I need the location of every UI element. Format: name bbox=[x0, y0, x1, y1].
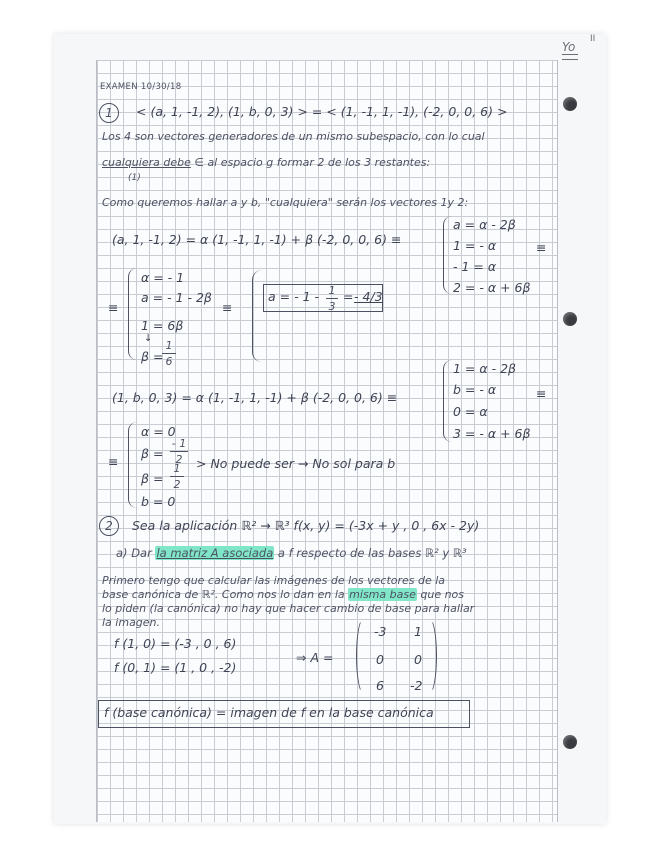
result-value: - 4/3 bbox=[354, 289, 383, 304]
matrix-cell: 0 bbox=[376, 652, 384, 667]
system-2-brace bbox=[128, 268, 137, 360]
fraction-bar bbox=[162, 353, 176, 354]
equiv-sign: ≡ bbox=[536, 386, 547, 401]
boxed-conclusion: f (base canónica) = imagen de f en la base canónica bbox=[104, 705, 434, 720]
system-4-line: 1 = α - 2β bbox=[453, 361, 517, 376]
fraction-bar bbox=[170, 451, 188, 452]
system-2-line: 1 = 6β bbox=[141, 318, 184, 333]
system-2-line: a = - 1 - 2β bbox=[141, 290, 212, 305]
image-1: f (1, 0) = (-3 , 0 , 6) bbox=[114, 636, 237, 651]
question-number-1: 1 bbox=[99, 103, 119, 123]
exam-title: EXAMEN 10/30/18 bbox=[100, 82, 182, 92]
matrix-right-paren bbox=[422, 618, 437, 694]
matrix-cell: 6 bbox=[376, 678, 384, 693]
system-1-brace bbox=[443, 216, 452, 294]
system-1-line: 1 = - α bbox=[453, 238, 497, 253]
part-a-suffix: a f respecto de las bases ℝ² y ℝ³ bbox=[277, 546, 467, 560]
q1-tag: (1) bbox=[128, 173, 141, 183]
question-number-2: 2 bbox=[99, 516, 119, 536]
system-4-line: 0 = α bbox=[453, 404, 488, 419]
matrix-cell: -2 bbox=[410, 678, 423, 693]
fraction-bar bbox=[170, 476, 184, 477]
q2-paragraph-line: Primero tengo que calcular las imágenes de los vectores de la bbox=[102, 574, 446, 587]
result-equals: = bbox=[343, 289, 354, 304]
matrix-cell: -3 bbox=[374, 624, 387, 639]
fraction-beta-b bbox=[170, 462, 184, 491]
system-5-brace bbox=[128, 422, 137, 508]
equiv-sign: ≡ bbox=[222, 300, 233, 315]
part-a-prefix: a) Dar bbox=[116, 546, 152, 560]
matrix-cell: 0 bbox=[414, 652, 422, 667]
image-2: f (0, 1) = (1 , 0 , -2) bbox=[114, 660, 237, 675]
q1-text-line-3: Como queremos hallar a y b, "cualquiera" serán los vectores 1y 2: bbox=[102, 196, 469, 209]
result-denominator: 3 bbox=[328, 300, 336, 313]
q1-equation-1: (a, 1, -1, 2) = α (1, -1, 1, -1) + β (-2, 0, 0, 6) ≡ bbox=[112, 232, 402, 247]
system-4-line: 3 = - α + 6β bbox=[453, 426, 531, 441]
equiv-sign: ≡ bbox=[108, 454, 119, 469]
q1-conclusion: > No puede ser → No sol para b bbox=[196, 456, 396, 471]
result-numerator: 1 bbox=[328, 284, 336, 297]
system-2-line: β = bbox=[141, 349, 164, 364]
fraction-numerator: 1 bbox=[173, 462, 181, 475]
system-5-line: b = 0 bbox=[141, 494, 176, 509]
system-4-brace bbox=[443, 360, 452, 442]
part-a-highlight: la matriz A asociada bbox=[156, 546, 274, 560]
result-fraction bbox=[326, 284, 338, 313]
q2-paragraph-line: la imagen. bbox=[102, 616, 161, 629]
q2-statement: Sea la aplicación ℝ² → ℝ³ f(x, y) = (-3x + y , 0 , 6x - 2y) bbox=[132, 518, 480, 533]
system-4-line: b = - α bbox=[453, 382, 497, 397]
q1-text-line-1: Los 4 son vectores generadores de un mismo subespacio, con lo cual bbox=[102, 130, 485, 143]
q1-equation-2: (1, b, 0, 3) = α (1, -1, 1, -1) + β (-2, 0, 0, 6) ≡ bbox=[112, 390, 398, 405]
fraction-denominator: 2 bbox=[175, 453, 183, 466]
fraction-denominator: 2 bbox=[173, 478, 181, 491]
q1-text-rest: ∈ al espacio g formar 2 de los 3 restantes: bbox=[194, 156, 431, 169]
beta-numerator: 1 bbox=[165, 339, 173, 352]
q2-paragraph-text: que nos bbox=[420, 588, 465, 601]
corner-label: Yo bbox=[562, 40, 576, 54]
system-1-line: 2 = - α + 6β bbox=[453, 280, 531, 295]
matrix-arrow: ⇒ A = bbox=[296, 650, 334, 665]
system-5-line: β = bbox=[141, 446, 164, 461]
beta-fraction bbox=[162, 339, 176, 368]
q2-paragraph-highlight: misma base bbox=[349, 588, 416, 601]
system-5-line: β = bbox=[141, 471, 164, 486]
system-2-line: α = - 1 bbox=[141, 270, 185, 285]
q1-text-line-2 bbox=[102, 156, 430, 169]
equiv-sign: ≡ bbox=[536, 240, 547, 255]
matrix-cell: 1 bbox=[414, 624, 422, 639]
beta-denominator: 6 bbox=[165, 355, 173, 368]
system-1-line: - 1 = α bbox=[453, 259, 497, 274]
q2-paragraph-line bbox=[102, 588, 464, 601]
fraction-bar bbox=[326, 298, 338, 299]
q1-text-underlined: cualquiera debe bbox=[102, 156, 191, 169]
matrix-left-paren bbox=[356, 618, 371, 694]
fraction-numerator: - 1 bbox=[171, 437, 187, 450]
down-arrow-icon: ↓ bbox=[144, 333, 153, 344]
system-3-brace bbox=[252, 270, 263, 362]
q2-paragraph-text: base canónica de ℝ². Como nos lo dan en la bbox=[102, 588, 345, 601]
system-5-line: α = 0 bbox=[141, 424, 176, 439]
q2-paragraph-line: lo piden (la canónica) no hay que hacer cambio de base para hallar bbox=[102, 602, 475, 615]
q1-statement: < (a, 1, -1, 2), (1, b, 0, 3) > = < (1, -1, 1, -1), (-2, 0, 0, 6) > bbox=[136, 104, 508, 119]
result-a: a = - 1 - bbox=[268, 289, 320, 304]
system-1-line: a = α - 2β bbox=[453, 217, 516, 232]
equiv-sign: ≡ bbox=[108, 300, 119, 315]
q2-part-a bbox=[116, 546, 467, 560]
corner-mark: II bbox=[590, 34, 596, 44]
